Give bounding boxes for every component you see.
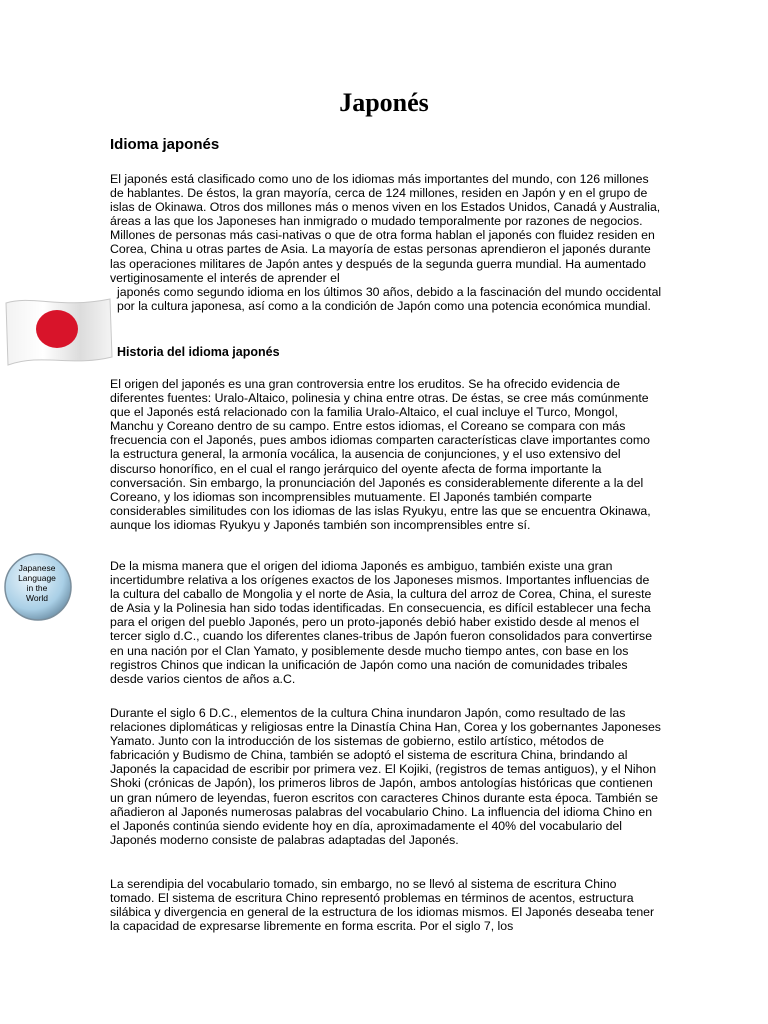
section-heading: Idioma japonés (110, 136, 220, 153)
paragraph-people-origin: De la misma manera que el origen del idioma Japonés es ambiguo, también existe una gran incertidumbre relativa a los orígenes exactos de los Japoneses mismos. Importantes influencias de la cultura del caballo de Mongolia y el norte de Asia, la cultura del arroz de Corea, China, el sureste de Asia y la Polinesia han sido todas identificadas. En consecuencia, es difícil establecer una fecha para el origen del pueblo Japonés, pero un proto-japonés debió haber existido desde al menos el tercer siglo d.C., cuando los diferentes clanes-tribus de Japón fueron consolidados para convertirse en una nación por el Clan Yamato, y posiblemente desde mucho tiempo antes, con base en los registros Chinos que indican la unificación de Japón como una nación de comunidades tribales desde varios cientos de años a.C. (110, 559, 653, 686)
badge-line-2: Language (18, 573, 56, 583)
paragraph-writing-system: La serendipia del vocabulario tomado, sin embargo, no se llevó al sistema de escritura Chino tomado. El sistema de escritura Chino representó problemas en términos de acentos, estructura silábica y divergencia en general de la estructura de los idiomas mismos. El Japonés deseaba tener la capacidad de expresarse libremente en forma escrita. Por el siglo 7, los (110, 877, 655, 934)
globe-badge-icon (2, 552, 74, 622)
paragraph-chinese-influence: Durante el siglo 6 D.C., elementos de la cultura China inundaron Japón, como resultado de las relaciones diplomáticas y religiosas entre la Dinastía China Han, Corea y los gobernantes Japoneses Yamato. Junto con la introducción de los sistemas de gobierno, estilo artístico, métodos de fabricación y Budismo de China, también se adoptó el sistema de escritura China, brindando al Japonés la capacidad de escribir por primera vez. El Kojiki, (registros de temas antiguos), y el Nihon Shoki (crónicas de Japón), los primeros libros de Japón, ambos antologías históricas que contienen un gran número de leyendas, fueron escritos con caracteres Chinos durante esta época. También se añadieron al Japonés numerosas palabras del vocabulario Chino. La influencia del idioma Chino en el Japonés continúa siendo evidente hoy en día, aproximadamente el 40% del vocabulario del Japonés moderno consiste de palabras adaptadas del Japonés. (110, 706, 661, 847)
paragraph-intro: El japonés está clasificado como uno de los idiomas más importantes del mundo, con 126 millones de hablantes. De éstos, la gran mayoría, cerca de 124 millones, residen en Japón y en el grupo de islas de Okinawa. Otros dos millones más o menos viven en los Estados Unidos, Canadá y Australia, áreas a las que los Japoneses han inmigrado o mudado temporalmente por razones de negocios. Millones de personas más casi-nativas o que de otra forma hablan el japonés con fluidez residen en Corea, China u otras partes de Asia. La mayoría de estas personas aprendieron el japonés durante las operaciones militares de Japón antes y después de la segunda guerra mundial. Ha aumentado vertiginosamente el interés de aprender el (110, 172, 661, 285)
badge-line-1: Japanese (18, 563, 56, 573)
badge-line-4: World (25, 593, 49, 603)
paragraph-origin: El origen del japonés es una gran controversia entre los eruditos. Se ha ofrecido evidencia de diferentes fuentes: Uralo-Altaico, polinesia y china entre otras. De éstas, se cree más comúnmente que el Japonés está relacionado con la familia Uralo-Altaico, el cual incluye el Turco, Mongol, Manchu y Coreano dentro de su campo. Entre estos idiomas, el Coreano se compara con más frecuencia con el Japonés, pues ambos idiomas comparten características clave importantes como la estructura general, la armonía vocálica, la ausencia de conjunciones, y el uso extensivo del discurso honorífico, en el cual el rango jerárquico del oyente afecta de forma importante la conversación. Sin embargo, la pronunciación del Japonés es considerablemente diferente a la del Coreano, y los idiomas son incomprensibles mutuamente. El Japonés también comparte considerables similitudes con los idiomas de las islas Ryukyu, entre las que se encuentra Okinawa, aunque los idiomas Ryukyu y Japonés también son incomprensibles entre sí. (110, 377, 651, 532)
japanese-language-badge (2, 552, 74, 622)
page-title: Japonés (339, 88, 429, 117)
paragraph-intro-continued: japonés como segundo idioma en los últimos 30 años, debido a la fascinación del mundo occidental por la cultura japonesa, así como a la condición de Japón como una potencia económica mundial. (117, 285, 662, 314)
badge-line-3: in the (26, 583, 48, 593)
japan-flag-icon (2, 295, 114, 367)
sub-heading: Historia del idioma japonés (117, 345, 280, 359)
